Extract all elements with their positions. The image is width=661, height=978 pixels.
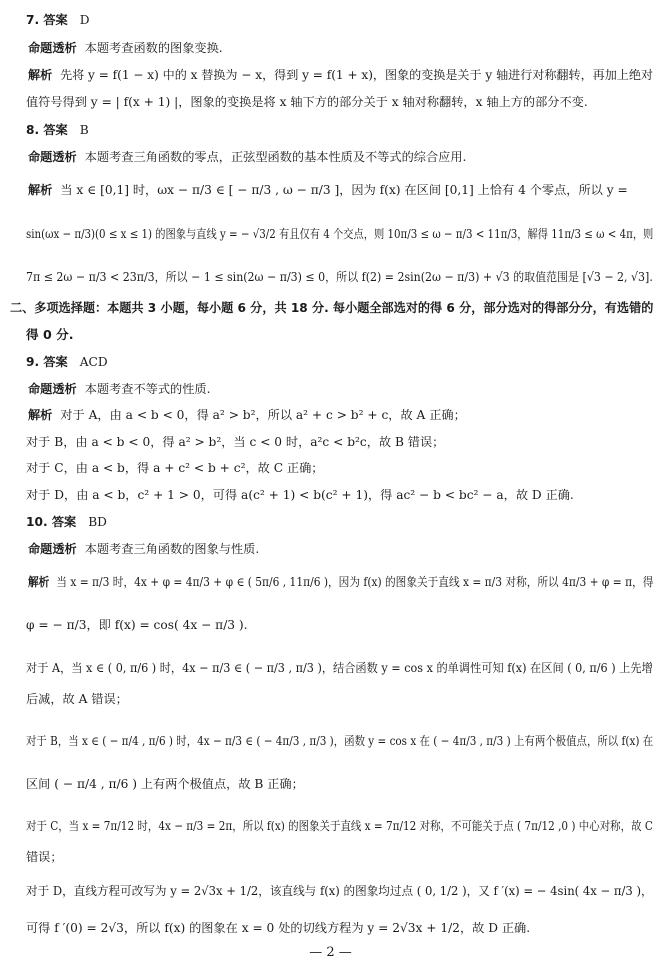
q7-insight-text: 本题考查函数的图象变换. xyxy=(84,41,223,55)
q8-heading xyxy=(26,124,89,136)
q7-heading xyxy=(26,14,90,26)
q9-analysis-line: 对于 C，由 a < b，得 a + c² < b + c²，故 C 正确； xyxy=(26,461,324,475)
q9-head: 9. 答案 xyxy=(26,355,68,369)
q8-insight-label: 命题透析 xyxy=(28,150,77,164)
q7-analysis-line: 值符号得到 y = | f(x + 1) |，图象的变换是将 x 轴下方的部分关于 x 轴对称翻转，x 轴上方的部分不变. xyxy=(26,95,588,109)
q10-insight-text: 本题考查三角函数的图象与性质. xyxy=(84,542,260,556)
q10-analysis-line: φ = − π/3，即 f(x) = cos( 4x − π/3 ). xyxy=(26,618,248,632)
q9-analysis-label: 解析 xyxy=(28,408,53,422)
q7-insight xyxy=(28,42,223,54)
q8-analysis-line xyxy=(28,184,628,196)
q9-analysis-line: 对于 D，由 a < b，c² + 1 > 0，可得 a(c² + 1) < b(c² + 1)，得 ac² − b < bc² − a，故 D 正确. xyxy=(26,488,574,502)
q7-analysis-line xyxy=(28,69,653,81)
q9-heading xyxy=(26,356,108,368)
q10-head: 10. 答案 xyxy=(26,515,77,529)
q10-analysis-line: 区间 ( − π/4 , π/6 ) 上有两个极值点，故 B 正确； xyxy=(26,777,304,791)
q8-analysis-text: 当 x ∈ [0,1] 时，ωx − π/3 ∈ [ − π/3 , ω − π/3 ]，因为 f(x) 在区间 [0,1] 上恰有 4 个零点，所以 y = xyxy=(60,183,628,197)
q10-analysis-label: 解析 xyxy=(28,575,50,589)
q8-analysis-label: 解析 xyxy=(28,183,53,197)
q10-analysis-line: 对于 B，当 x ∈ ( − π/4 , π/6 ) 时，4x − π/3 ∈ ( − 4π/3 , π/3 )，函数 y = cos x 在 ( − 4π/3 , π/3 ) 上有两个极值点，所以 f(x) 在 xyxy=(26,734,654,748)
q10-analysis-line: 后减，故 A 错误； xyxy=(26,692,128,706)
q9-analysis-line: 对于 B，由 a < b < 0，得 a² > b²，当 c < 0 时，a²c < b²c，故 B 错误； xyxy=(26,435,445,449)
q10-analysis-text: 当 x = π/3 时，4x + φ = 4π/3 + φ ∈ ( 5π/6 , 11π/6 )，因为 f(x) 的图象关于直线 x = π/3 对称，所以 4π/3 + φ = π，得 xyxy=(56,575,654,589)
q8-insight-text: 本题考查三角函数的零点，正弦型函数的基本性质及不等式的综合应用. xyxy=(84,150,467,164)
q10-analysis-line: 对于 C，当 x = 7π/12 时，4x − π/3 = 2π，所以 f(x) 的图象关于直线 x = 7π/12 对称，不可能关于点 ( 7π/12 ,0 ) 中心对称，故 C xyxy=(26,819,653,833)
section-heading: 二、多项选择题：本题共 3 小题，每小题 6 分，共 18 分. 每小题全部选对的得 6 分，部分选对的得部分分，有选错的 xyxy=(10,300,654,315)
q10-analysis-line: 可得 f ′(0) = 2√3，所以 f(x) 的图象在 x = 0 处的切线方程为 y = 2√3x + 1/2，故 D 正确. xyxy=(26,921,531,935)
q7-insight-label: 命题透析 xyxy=(28,41,77,55)
q8-analysis-line: 7π ≤ 2ω − π/3 < 23π/3，所以 − 1 ≤ sin(2ω − π/3) ≤ 0，所以 f(2) = 2sin(2ω − π/3) + √3 的取值范围是 [√3 − 2, √3]. xyxy=(26,270,653,284)
q8-insight xyxy=(28,151,466,163)
q7-analysis-text: 先将 y = f(1 − x) 中的 x 替换为 − x，得到 y = f(1 + x)，图象的变换是关于 y 轴进行对称翻转，再加上绝对 xyxy=(60,68,654,82)
q8-head: 8. 答案 xyxy=(26,123,68,137)
q10-analysis-line: 对于 A，当 x ∈ ( 0, π/6 ) 时，4x − π/3 ∈ ( − π/3 , π/3 )，结合函数 y = cos x 的单调性可知 f(x) 在区间 ( 0, π/6 ) 上先增 xyxy=(26,661,653,675)
q9-insight xyxy=(28,383,211,395)
q8-analysis-line: sin(ωx − π/3)(0 ≤ x ≤ 1) 的图象与直线 y = − √3/2 有且仅有 4 个交点，则 10π/3 ≤ ω − π/3 < 11π/3，解得 11π/3 ≤ ω < 4π，则 xyxy=(26,227,654,241)
q10-answer: BD xyxy=(88,515,107,529)
q9-insight-label: 命题透析 xyxy=(28,382,77,396)
q8-answer: B xyxy=(79,123,89,137)
q7-answer: D xyxy=(79,13,90,27)
page-number: — 2 — xyxy=(309,945,352,960)
q7-head: 7. 答案 xyxy=(26,13,68,27)
q7-analysis-label: 解析 xyxy=(28,68,53,82)
q10-insight-label: 命题透析 xyxy=(28,542,77,556)
q10-analysis-line: 对于 D，直线方程可改写为 y = 2√3x + 1/2，该直线与 f(x) 的图象均过点 ( 0, 1/2 )，又 f ′(x) = − 4sin( 4x − π/3 )， xyxy=(26,884,653,898)
q9-analysis-line xyxy=(28,409,466,421)
q10-analysis-line: 错误； xyxy=(26,850,63,864)
q10-insight xyxy=(28,543,259,555)
q9-answer: ACD xyxy=(79,355,108,369)
q9-insight-text: 本题考查不等式的性质. xyxy=(84,382,211,396)
q10-analysis-line xyxy=(28,576,653,588)
q10-heading xyxy=(26,516,107,528)
section-heading: 得 0 分. xyxy=(26,327,74,342)
q9-analysis-text: 对于 A，由 a < b < 0，得 a² > b²，所以 a² + c > b² + c，故 A 正确； xyxy=(60,408,466,422)
